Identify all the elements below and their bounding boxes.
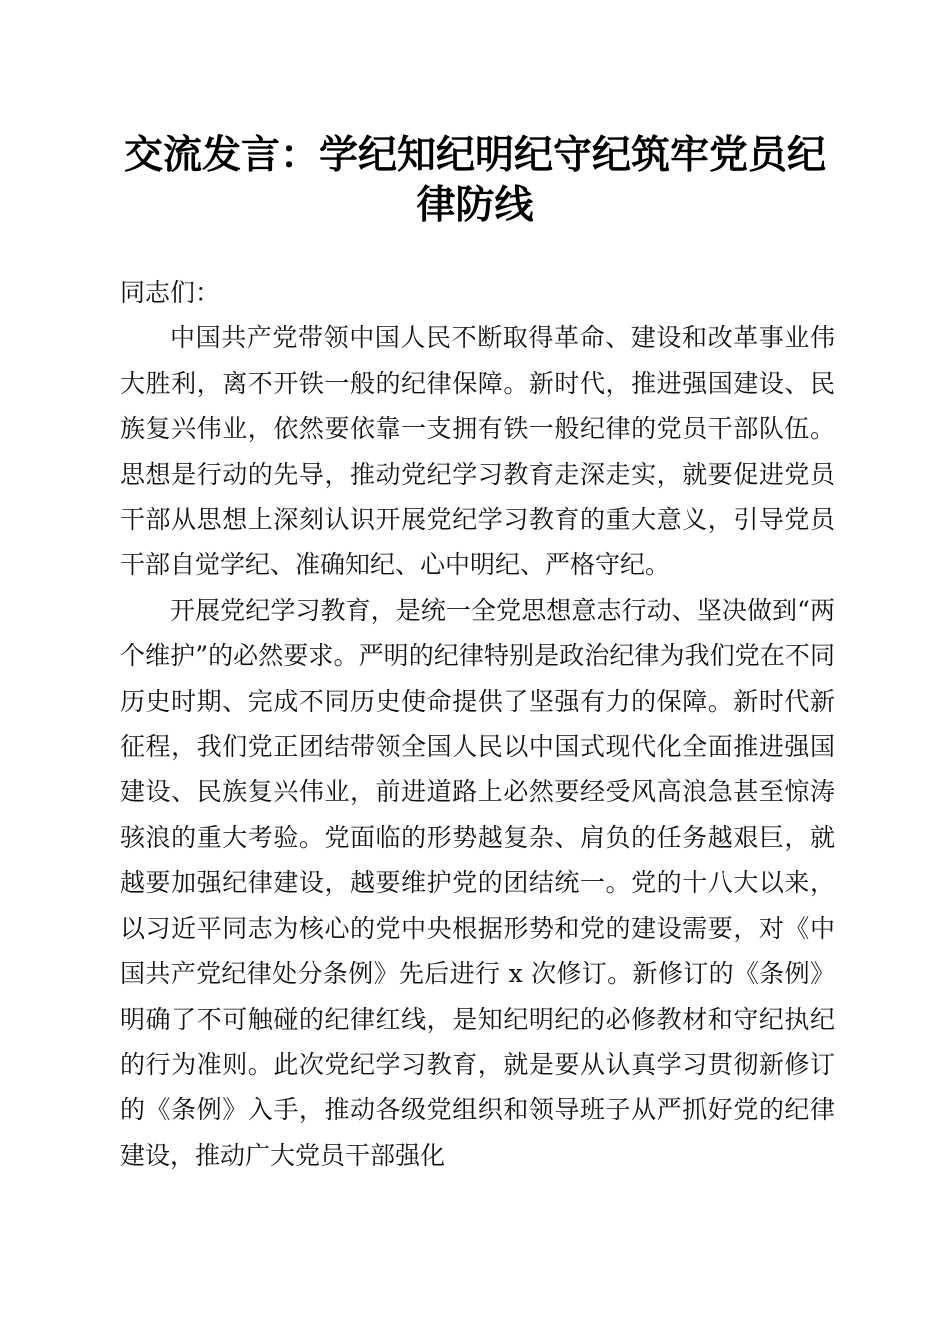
paragraph-2: 开展党纪学习教育，是统一全党思想意志行动、坚决做到“两个维护”的必然要求。严明的纪律特别是政治纪律为我们党在不同历史时期、完成不同历史使命提供了坚强有力的保障。新时代新征程，我们党正团结带领全国人民以中国式现代化全面推进强国建设、民族复兴伟业，前进道路上必然要经受风高浪急甚至惊涛骇浪的重大考验。党面临的形势越复杂、肩负的任务越艰巨，就越要加强纪律建设，越要维护党的团结统一。党的十八大以来，以习近平同志为核心的党中央根据形势和党的建设需要，对《中国共产党纪律处分条例》先后进行 x 次修订。新修订的《条例》明确了不可触碰的纪律红线，是知纪明纪的必修教材和守纪执纪的行为准则。此次党纪学习教育，就是要从认真学习贯彻新修订的《条例》入手，推动各级党组织和领导班子从严抓好党的纪律建设，推动广大党员干部强化 (120, 595, 835, 1170)
document-body (120, 270, 835, 1178)
paragraph-1: 中国共产党带领中国人民不断取得革命、建设和改革事业伟大胜利，离不开铁一般的纪律保障。新时代，推进强国建设、民族复兴伟业，依然要依靠一支拥有铁一般纪律的党员干部队伍。思想是行动的先导，推动党纪学习教育走深走实，就要促进党员干部从思想上深刻认识开展党纪学习教育的重大意义，引导党员干部自觉学纪、准确知纪、心中明纪、严格守纪。 (120, 323, 835, 580)
salutation: 同志们： (120, 278, 221, 307)
document-title: 交流发言：学纪知纪明纪守纪筑牢党员纪律防线 (123, 132, 826, 228)
